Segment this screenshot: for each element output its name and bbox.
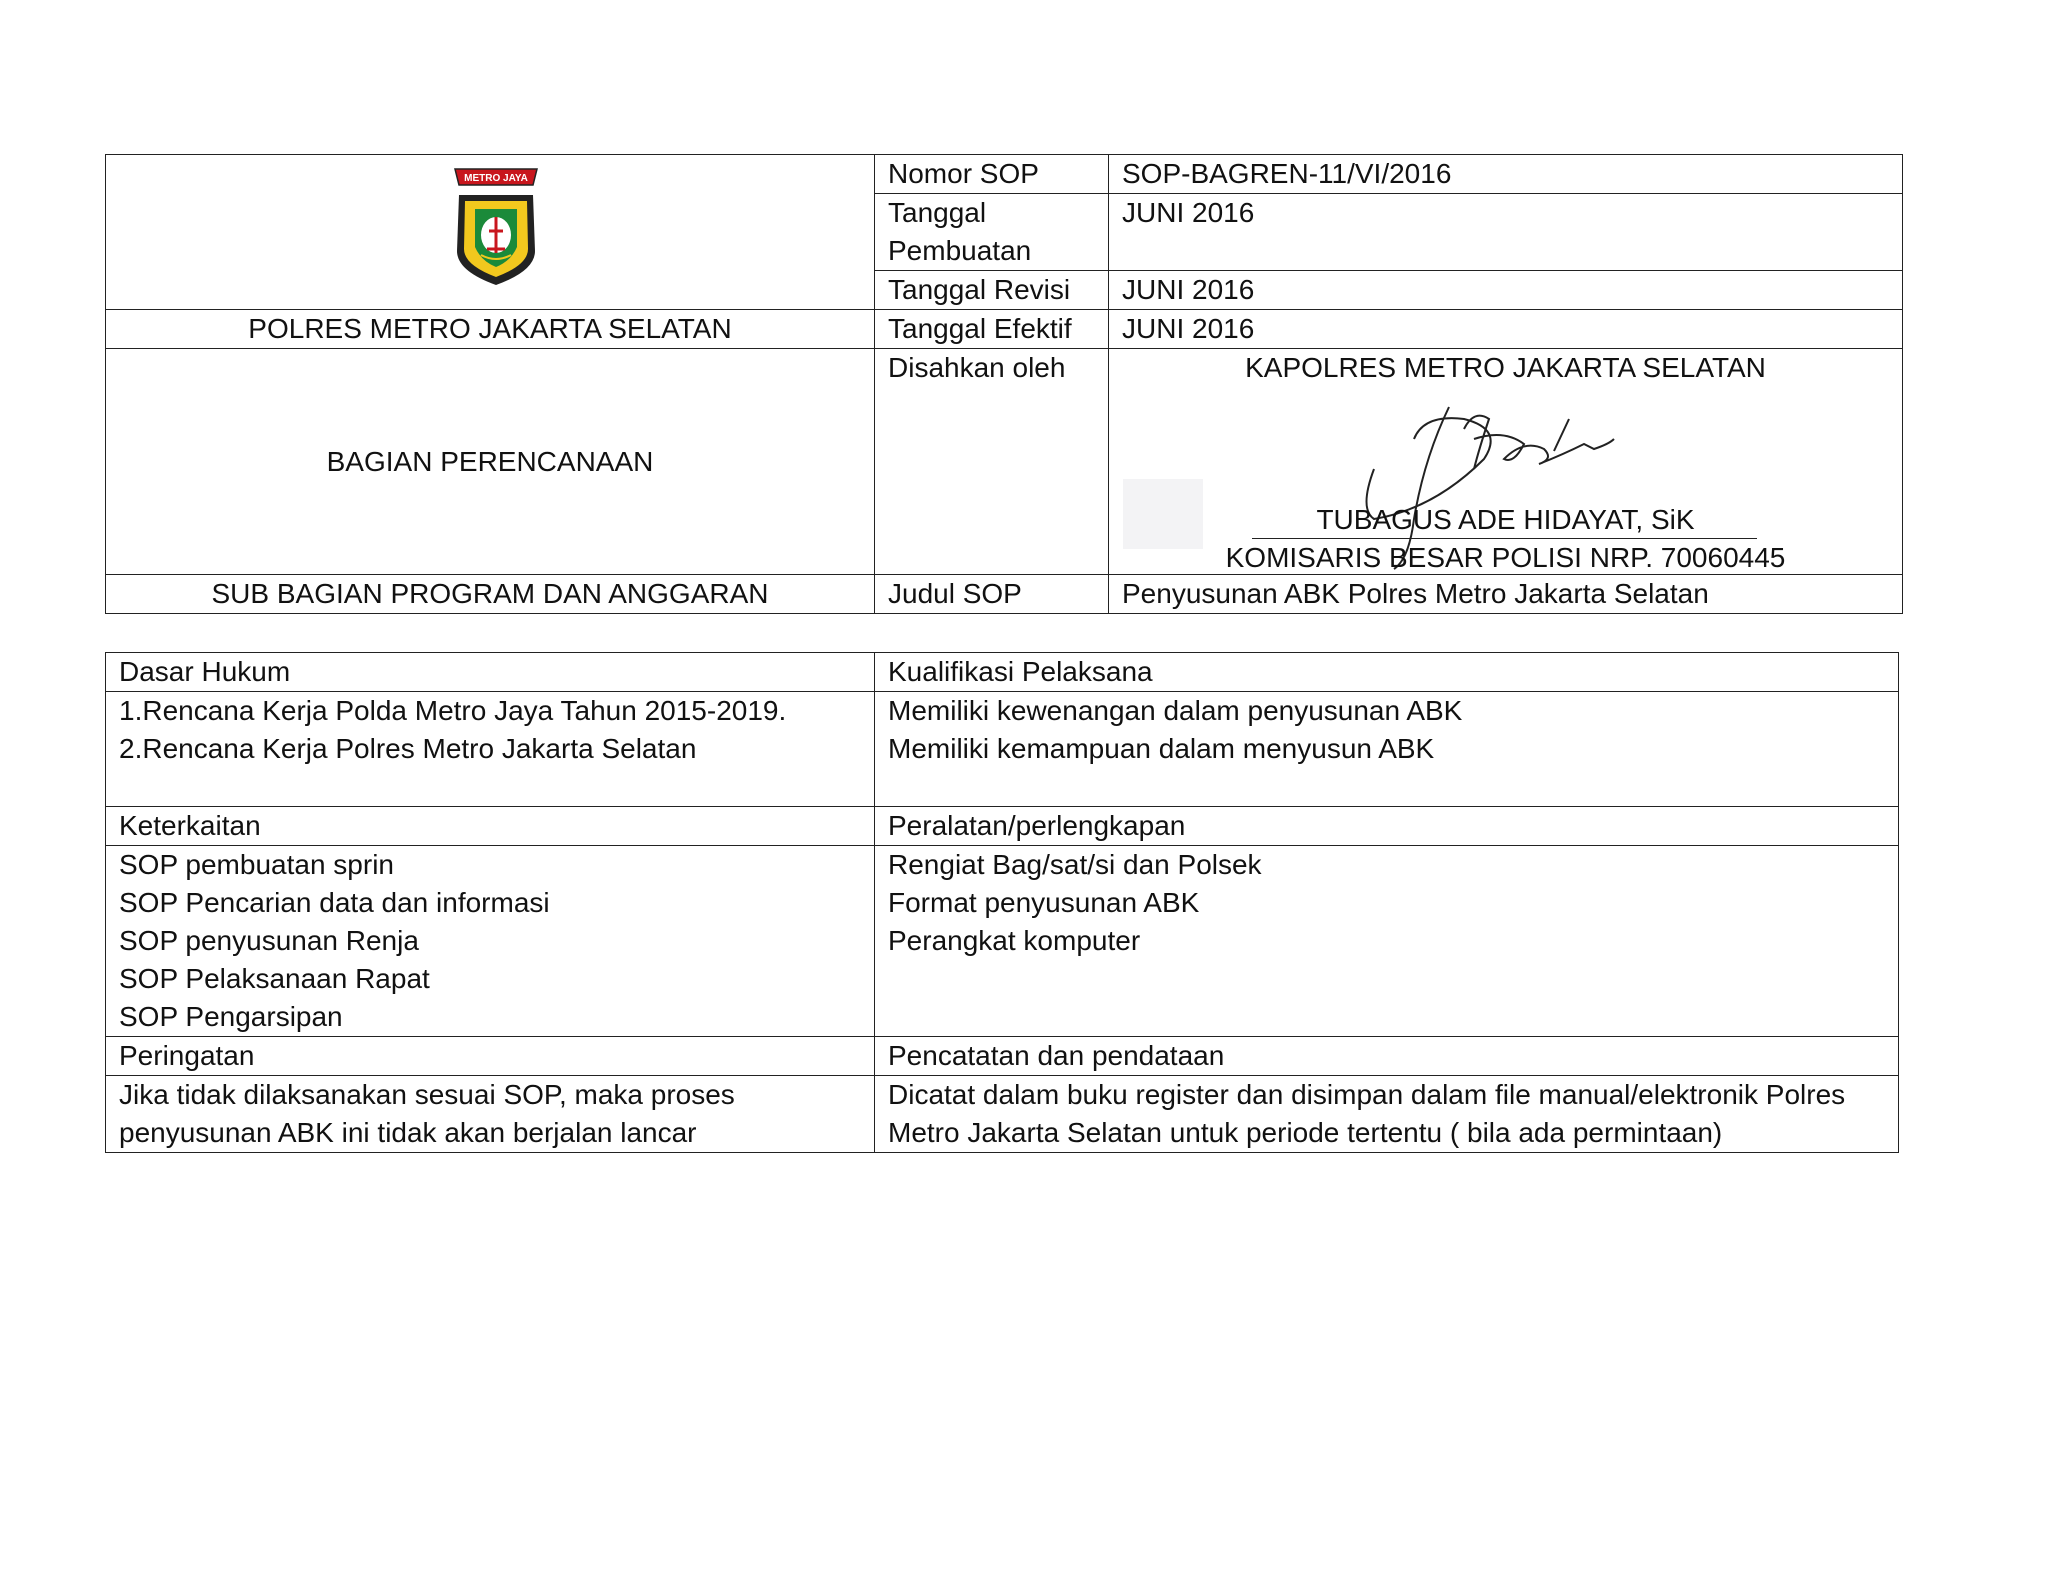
peralatan-heading: Peralatan/perlengkapan — [875, 807, 1899, 846]
subdivision-name: SUB BAGIAN PROGRAM DAN ANGGARAN — [106, 575, 875, 614]
tanggal-pembuatan-label-line2: Pembuatan — [888, 235, 1032, 266]
sop-info-table — [105, 652, 1899, 1153]
division-name: BAGIAN PERENCANAAN — [106, 349, 875, 575]
text-line: Metro Jakarta Selatan untuk periode tertentu ( bila ada permintaan) — [888, 1117, 1723, 1148]
tanggal-efektif-value: JUNI 2016 — [1109, 310, 1903, 349]
kualifikasi-list — [875, 692, 1899, 807]
list-item: SOP penyusunan Renja — [119, 925, 419, 956]
keterkaitan-list — [106, 846, 875, 1037]
list-item: 1.Rencana Kerja Polda Metro Jaya Tahun 2015-2019. — [119, 695, 787, 726]
tanggal-efektif-label: Tanggal Efektif — [875, 310, 1109, 349]
list-item: SOP Pengarsipan — [119, 1001, 343, 1032]
approval-cell — [1109, 349, 1903, 575]
nomor-sop-label: Nomor SOP — [875, 155, 1109, 194]
pencatatan-text — [875, 1076, 1899, 1153]
list-item: 2.Rencana Kerja Polres Metro Jakarta Selatan — [119, 733, 697, 764]
svg-text:METRO JAYA: METRO JAYA — [464, 173, 528, 184]
tanggal-pembuatan-label-line1: Tanggal — [888, 197, 987, 228]
text-line: Dicatat dalam buku register dan disimpan dalam file manual/elektronik Polres — [888, 1079, 1846, 1110]
nomor-sop-value: SOP-BAGREN-11/VI/2016 — [1109, 155, 1903, 194]
police-emblem-logo — [451, 159, 541, 289]
dasar-hukum-heading: Dasar Hukum — [106, 653, 875, 692]
text-line: penyusunan ABK ini tidak akan berjalan lancar — [119, 1117, 697, 1148]
list-item: SOP Pelaksanaan Rapat — [119, 963, 430, 994]
keterkaitan-heading: Keterkaitan — [106, 807, 875, 846]
tanggal-pembuatan-label — [875, 194, 1109, 271]
logo-cell — [106, 155, 875, 310]
peralatan-list — [875, 846, 1899, 1037]
peringatan-text — [106, 1076, 875, 1153]
list-item: SOP pembuatan sprin — [119, 849, 394, 880]
list-item: Memiliki kemampuan dalam menyusun ABK — [888, 733, 1435, 764]
disahkan-label: Disahkan oleh — [875, 349, 1109, 575]
list-item: Memiliki kewenangan dalam penyusunan ABK — [888, 695, 1463, 726]
judul-sop-value: Penyusunan ABK Polres Metro Jakarta Selatan — [1109, 575, 1903, 614]
tanggal-pembuatan-value: JUNI 2016 — [1109, 194, 1903, 271]
list-item: SOP Pencarian data dan informasi — [119, 887, 550, 918]
kualifikasi-heading: Kualifikasi Pelaksana — [875, 653, 1899, 692]
list-item: Format penyusunan ABK — [888, 887, 1200, 918]
judul-sop-label: Judul SOP — [875, 575, 1109, 614]
tanggal-revisi-label: Tanggal Revisi — [875, 271, 1109, 310]
approver-name: TUBAGUS ADE HIDAYAT, SiK — [1316, 504, 1695, 535]
tanggal-revisi-value: JUNI 2016 — [1109, 271, 1903, 310]
org-name: POLRES METRO JAKARTA SELATAN — [106, 310, 875, 349]
text-line: Jika tidak dilaksanakan sesuai SOP, maka proses — [119, 1079, 735, 1110]
peringatan-heading: Peringatan — [106, 1037, 875, 1076]
pencatatan-heading: Pencatatan dan pendataan — [875, 1037, 1899, 1076]
dasar-hukum-list — [106, 692, 875, 807]
approval-title: KAPOLRES METRO JAKARTA SELATAN — [1245, 352, 1766, 383]
list-item: Rengiat Bag/sat/si dan Polsek — [888, 849, 1262, 880]
list-item: Perangkat komputer — [888, 925, 1141, 956]
sop-header-table — [105, 154, 1903, 614]
approver-rank: KOMISARIS BESAR POLISI NRP. 70060445 — [1225, 542, 1786, 573]
